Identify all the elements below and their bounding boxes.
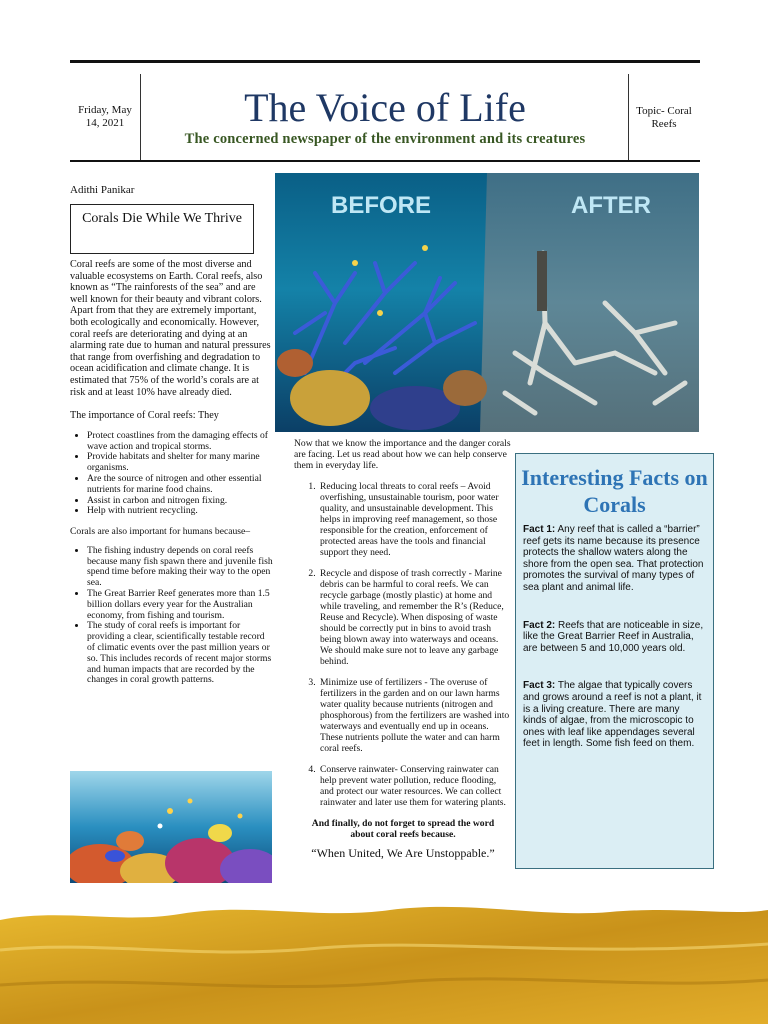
masthead-bottom-rule	[70, 160, 700, 162]
issue-topic: Topic- Coral Reefs	[636, 105, 692, 130]
masthead-divider-right	[628, 74, 629, 160]
importance-list	[70, 431, 274, 517]
gold-brush-decoration	[0, 890, 768, 1024]
closing-note: And finally, do not forget to spread the word about coral reefs because.	[311, 818, 495, 840]
before-label: BEFORE	[330, 192, 432, 219]
list-item: • The Great Barrier Reef generates more than 1.5 billion dollars every year for the Australian economy, from fishing and tourism.	[87, 589, 274, 621]
fact-text: Reefs that are noticeable in size, like the Great Barrier Reef in Australia, are between 5 and 10,000 years old.	[523, 619, 704, 654]
fact-1	[516, 524, 713, 594]
list-item: • Are the source of nitrogen and other essential nutrients for marine food chains.	[87, 474, 274, 496]
fact-3	[516, 680, 713, 750]
author-name: Adithi Panikar	[70, 184, 135, 196]
coral-reef-fish-image	[70, 771, 272, 883]
humans-list	[70, 546, 274, 686]
facts-box	[515, 453, 714, 869]
fact-2	[516, 620, 713, 655]
list-item: 4. Conserve rainwater- Conserving rainwater can help prevent water pollution, reduce flooding, and protect our water resources. We can collect rainwater and later use them for watering plants.	[318, 764, 512, 808]
list-item: • The fishing industry depends on coral reefs because many fish spawn there and juvenile fish spend time before making their way to the open sea.	[87, 546, 274, 589]
conservation-intro: Now that we know the importance and the danger corals are facing. Let us read about how we can help conserve them in everyday life.	[294, 438, 511, 471]
facts-title: Interesting Facts on Corals	[521, 465, 708, 517]
list-item: 1. Reducing local threats to coral reefs – Avoid overfishing, unsustainable tourism, poor water quality, and unsustainable development. This helps in improving reef management, so those responsible for the creation, enforcement of protected areas have the tools and financial support they need.	[318, 481, 512, 558]
newspaper-title: The Voice of Life	[244, 85, 526, 130]
conservation-section	[294, 438, 512, 859]
article-headline: Corals Die While We Thrive	[70, 204, 254, 254]
masthead-top-rule	[70, 60, 700, 63]
importance-heading: The importance of Coral reefs: They	[70, 410, 219, 422]
list-item: • Assist in carbon and nitrogen fixing.	[87, 496, 274, 507]
masthead-divider-left	[140, 74, 141, 160]
list-item: 3. Minimize use of fertilizers - The overuse of fertilizers in the garden and on our lawn harms water quality because nutrients (nitrogen and phosphorous) from the fertilizers are washed into waterways and eventually end up in oceans. These nutrients pollute the water and can harm coral reefs.	[318, 677, 512, 754]
article-intro	[70, 259, 274, 686]
fact-text: The algae that typically covers and grows around a reef is not a plant, it is a living creature. There are many kinds of algae, from the microscopic to ones with leaf like appendages several feet in length. Some fish feed on them.	[523, 680, 702, 750]
list-item: 2. Recycle and dispose of trash correctly - Marine debris can be harmful to coral reefs. We can recycle garbage (mostly plastic) at home and while traveling, and remember the R’s (Reduce, Reuse and Recycle). When disposing of waste should be correctly put in bins to avoid trash being blown away into waterways and oceans. We should make sure not to leave any garbage behind.	[318, 568, 512, 667]
fact-label: Fact 3:	[523, 680, 556, 692]
closing-quote: “When United, We Are Unstoppable.”	[311, 846, 495, 860]
fact-label: Fact 1:	[523, 524, 556, 535]
before-after-coral-image	[275, 173, 699, 432]
newspaper-subtitle: The concerned newspaper of the environment and its creatures	[184, 131, 586, 147]
fact-label: Fact 2:	[523, 619, 556, 631]
list-item: • The study of coral reefs is important for providing a clear, scientifically testable record of climatic events over the past million years or so. This includes records of recent major storms and human impacts that are recorded by the changes in coral growth patterns.	[87, 621, 274, 686]
issue-date: Friday, May 14, 2021	[78, 104, 132, 129]
fact-text: Any reef that is called a “barrier” reef gets its name because its presence protects the shallow waters along the shore from the open sea. That protection promotes the survival of many types of sea plant and animal life.	[523, 524, 704, 593]
conservation-steps	[294, 481, 512, 808]
intro-paragraph: Coral reefs are some of the most diverse and valuable ecosystems on Earth. Coral reefs, also known as “The rainforests of the sea” and are well known for their beauty and vibrant colors. Apart from that they are extremely important, both ecologically and economically. However, coral reefs are deteriorating and dying at an alarming rate due to human and natural pressures that range from overfishing and degradation to ocean acidification and climate change. It is estimated that 75% of the world’s corals are at risk and at least 10% have already died.	[70, 259, 271, 398]
list-item: • Provide habitats and shelter for many marine organisms.	[87, 452, 274, 474]
list-item: • Protect coastlines from the damaging effects of wave action and tropical storms.	[87, 431, 274, 453]
after-label: AFTER	[571, 192, 651, 219]
humans-heading: Corals are also important for humans because–	[70, 526, 251, 538]
list-item: • Help with nutrient recycling.	[87, 506, 274, 517]
